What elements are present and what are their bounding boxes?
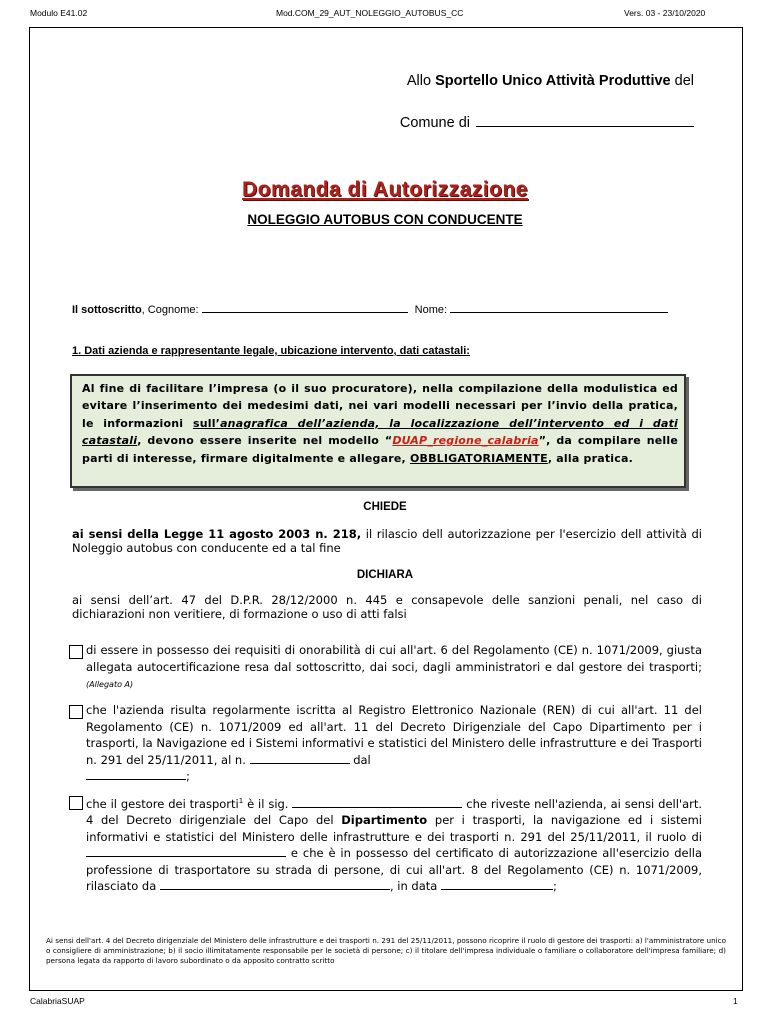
chiede-body: il rilascio dell autorizzazione per l'esercizio dell attività di Noleggio autobus con conducente ed a tal fine bbox=[72, 527, 702, 555]
notice-link-prefix: sull’ bbox=[192, 416, 221, 430]
dichiara-text: ai sensi dell’art. 47 del D.P.R. 28/12/2000 n. 445 e consapevole delle sanzioni penali, nel caso di dichiarazioni non veritiere, di formazione o uso di atti falsi bbox=[72, 593, 702, 621]
notice-box bbox=[70, 374, 686, 488]
item-1-text bbox=[86, 642, 702, 694]
item-3-part-c: che riveste nell'azienda, ai sensi dell'art. 4 del Decreto dirigenziale del Capo del bbox=[86, 796, 703, 828]
signer-label: Il sottoscritto bbox=[72, 304, 142, 316]
chiede-heading: CHIEDE bbox=[363, 501, 407, 513]
item-3-part-a: che il gestore dei trasporti bbox=[86, 796, 239, 811]
role-field[interactable] bbox=[86, 845, 286, 857]
nome-label: Nome: bbox=[414, 304, 448, 316]
issuer-field[interactable] bbox=[160, 878, 390, 890]
version-info: Vers. 03 - 23/10/2020 bbox=[624, 8, 706, 18]
recipient-office: Sportello Unico Attività Produttive bbox=[435, 73, 671, 89]
item-1-body: di essere in possesso dei requisiti di onorabilità di cui all'art. 6 del Regolamento (CE) n. 1071/2009, giusta allegata autocertificazione resa dal sottoscritto, dai soci, dagli amministratori e dal gestore dei trasporti; bbox=[86, 643, 702, 674]
recipient-suffix: del bbox=[670, 73, 694, 89]
item-3-part-d: per i trasporti, la navigazione ed i sistemi informativi e statistici del Ministero delle infrastrutture e dei trasporti n. 291 del 25/11/2011, il ruolo di bbox=[86, 813, 702, 844]
notice-text: Al fine di facilitare l’impresa (o il suo procuratore), nella compilazione della modulistica ed evitare l’inserimento dei medesimi dati, nei vari modelli necessari per l’invio della pratica, le informazioni bbox=[82, 382, 678, 430]
chiede-text bbox=[72, 527, 702, 555]
notice-text-2: , devono essere inserite nel modello “ bbox=[137, 434, 393, 448]
notice-link: anagrafica dell’azienda, la localizzazione dell’intervento ed i dati catastali bbox=[82, 416, 678, 448]
item-1-note: (Allegato A) bbox=[86, 680, 134, 689]
footnote-ref: 1 bbox=[238, 797, 244, 805]
footer-brand: CalabriaSUAP bbox=[30, 996, 85, 1006]
nome-field[interactable] bbox=[450, 302, 668, 313]
item-3-part-b: è il sig. bbox=[243, 796, 289, 811]
item-3-part-e: e che è in possesso del certificato di autorizzazione all'esercizio della professione di trasportatore su strada di persone, di cui all'art. 8 del Regolamento (CE) n. 1071/2009, rilasciato da bbox=[86, 846, 703, 894]
section-heading: 1. Dati azienda e rappresentante legale, ubicazione intervento, dati catastali: bbox=[72, 345, 470, 357]
recipient-line bbox=[0, 73, 694, 89]
footnote bbox=[46, 936, 726, 966]
item-3-checkbox[interactable] bbox=[69, 796, 83, 810]
page-title: Domanda di Autorizzazione bbox=[242, 178, 528, 201]
item-3-part-f: , in data bbox=[389, 879, 438, 894]
comune-field[interactable] bbox=[476, 112, 694, 127]
dichiara-heading: DICHIARA bbox=[356, 569, 414, 581]
notice-mandatory: OBBLIGATORIAMENTE bbox=[409, 451, 548, 465]
notice-text-4: , alla pratica. bbox=[547, 451, 633, 465]
ren-number-field[interactable] bbox=[250, 752, 350, 764]
item-1-checkbox[interactable] bbox=[69, 645, 83, 659]
issue-date-field[interactable] bbox=[441, 878, 553, 890]
form-code: Modulo E41.02 bbox=[30, 8, 88, 18]
item-2-end: ; bbox=[186, 769, 190, 783]
item-3-text bbox=[86, 793, 702, 895]
ren-date-field[interactable] bbox=[86, 768, 186, 780]
cognome-label: , Cognome: bbox=[141, 304, 199, 316]
item-2-text bbox=[86, 702, 702, 785]
item-2-checkbox[interactable] bbox=[69, 705, 83, 719]
item-3-end: ; bbox=[552, 879, 557, 894]
footnote-text: Ai sensi dell'art. 4 del Decreto dirigenziale del Ministero delle infrastrutture e dei trasporti n. 291 del 25/11/2011, possono ricoprire il ruolo di gestore dei trasporti: a) l'amministratore unico o consigliere di amministrazione; b) il socio illimitatamente responsabile per le società di persone; c) il titolare dell'impresa individuale o familiare o collaboratore dell'impresa familiare; d) persona legata da rapporto di lavoro subordinato o da apposito contratto scritto bbox=[46, 936, 726, 965]
notice-model-name: DUAP_regione_calabria bbox=[392, 434, 539, 448]
page-subtitle: NOLEGGIO AUTOBUS CON CONDUCENTE bbox=[247, 212, 523, 227]
item-3-dipartimento: Dipartimento bbox=[341, 813, 428, 828]
manager-name-field[interactable] bbox=[292, 796, 462, 808]
cognome-field[interactable] bbox=[202, 302, 408, 313]
item-2-dal: dal bbox=[353, 752, 371, 767]
comune-label: Comune di bbox=[399, 115, 470, 131]
recipient-prefix: Allo bbox=[406, 73, 436, 89]
comune-line bbox=[0, 112, 694, 131]
chiede-law: ai sensi della Legge 11 agosto 2003 n. 218, bbox=[72, 527, 362, 541]
model-code: Mod.COM_29_AUT_NOLEGGIO_AUTOBUS_CC bbox=[276, 8, 464, 18]
page-number: 1 bbox=[733, 996, 738, 1006]
notice-text-3: ”, da compilare nelle parti di interesse, firmare digitalmente e allegare, bbox=[82, 434, 679, 465]
signer-line bbox=[72, 302, 702, 316]
item-2-body: che l'azienda risulta regolarmente iscritta al Registro Elettronico Nazionale (REN) di cui all'art. 11 del Regolamento (CE) n. 1071/2009 ed all'art. 11 del Decreto Dirigenziale del Capo Dipartimento per i trasporti, la Navigazione ed i Sistemi informativi e statistici del Ministero delle infrastrutture e dei Trasporti n. 291 del 25/11/2011, al n. bbox=[86, 703, 702, 767]
